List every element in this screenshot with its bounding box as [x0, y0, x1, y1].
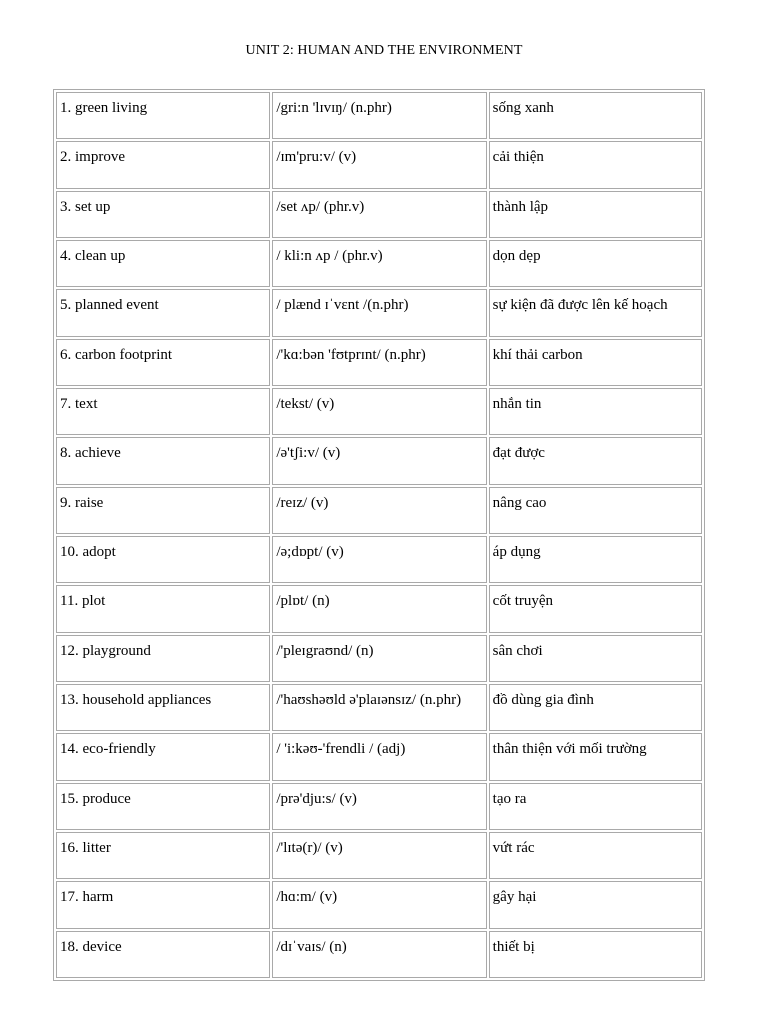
meaning-cell: đạt được	[489, 437, 702, 484]
pronunciation-cell: /hɑ:m/ (v)	[272, 881, 486, 928]
term-cell: 1. green living	[56, 92, 270, 139]
table-row	[56, 191, 702, 238]
table-row	[56, 585, 702, 632]
table-row	[56, 832, 702, 879]
table-row	[56, 92, 702, 139]
term-cell: 15. produce	[56, 783, 270, 830]
table-row	[56, 881, 702, 928]
meaning-cell: sân chơi	[489, 635, 702, 682]
meaning-cell: đồ dùng gia đình	[489, 684, 702, 731]
meaning-cell: vứt rác	[489, 832, 702, 879]
table-row	[56, 240, 702, 287]
pronunciation-cell: /'kɑ:bən 'fʊtprɪnt/ (n.phr)	[272, 339, 486, 386]
pronunciation-cell: /dɪˈvaɪs/ (n)	[272, 931, 486, 978]
term-cell: 7. text	[56, 388, 270, 435]
pronunciation-cell: /prə'dju:s/ (v)	[272, 783, 486, 830]
meaning-cell: dọn dẹp	[489, 240, 702, 287]
pronunciation-cell: /tekst/ (v)	[272, 388, 486, 435]
term-cell: 10. adopt	[56, 536, 270, 583]
table-row	[56, 289, 702, 336]
pronunciation-cell: /ə;dɒpt/ (v)	[272, 536, 486, 583]
meaning-cell: áp dụng	[489, 536, 702, 583]
term-cell: 6. carbon footprint	[56, 339, 270, 386]
pronunciation-cell: /ə'tʃi:v/ (v)	[272, 437, 486, 484]
pronunciation-cell: / 'i:kəʊ-'frendli / (adj)	[272, 733, 486, 780]
pronunciation-cell: /'haʊshəʊld ə'plaɪənsɪz/ (n.phr)	[272, 684, 486, 731]
table-row	[56, 931, 702, 978]
term-cell: 5. planned event	[56, 289, 270, 336]
pronunciation-cell: /set ʌp/ (phr.v)	[272, 191, 486, 238]
term-cell: 14. eco-friendly	[56, 733, 270, 780]
meaning-cell: cốt truyện	[489, 585, 702, 632]
meaning-cell: tạo ra	[489, 783, 702, 830]
meaning-cell: sống xanh	[489, 92, 702, 139]
term-cell: 18. device	[56, 931, 270, 978]
term-cell: 11. plot	[56, 585, 270, 632]
term-cell: 12. playground	[56, 635, 270, 682]
meaning-cell: thân thiện với mối trường	[489, 733, 702, 780]
pronunciation-cell: /gri:n 'lɪvɪŋ/ (n.phr)	[272, 92, 486, 139]
meaning-cell: cải thiện	[489, 141, 702, 188]
table-row	[56, 635, 702, 682]
pronunciation-cell: /'pleɪgraʊnd/ (n)	[272, 635, 486, 682]
term-cell: 13. household appliances	[56, 684, 270, 731]
table-row	[56, 141, 702, 188]
table-row	[56, 684, 702, 731]
pronunciation-cell: /'lɪtə(r)/ (v)	[272, 832, 486, 879]
term-cell: 2. improve	[56, 141, 270, 188]
table-row	[56, 487, 702, 534]
pronunciation-cell: /plɒt/ (n)	[272, 585, 486, 632]
meaning-cell: khí thải carbon	[489, 339, 702, 386]
term-cell: 3. set up	[56, 191, 270, 238]
meaning-cell: nhắn tin	[489, 388, 702, 435]
vocabulary-table-body	[56, 92, 702, 978]
term-cell: 4. clean up	[56, 240, 270, 287]
table-row	[56, 339, 702, 386]
page-title: UNIT 2: HUMAN AND THE ENVIRONMENT	[245, 43, 523, 58]
term-cell: 9. raise	[56, 487, 270, 534]
pronunciation-cell: /ɪm'pru:v/ (v)	[272, 141, 486, 188]
table-row	[56, 437, 702, 484]
table-row	[56, 388, 702, 435]
pronunciation-cell: /reɪz/ (v)	[272, 487, 486, 534]
table-row	[56, 536, 702, 583]
pronunciation-cell: / kli:n ʌp / (phr.v)	[272, 240, 486, 287]
pronunciation-cell: / plænd ɪˈvɛnt /(n.phr)	[272, 289, 486, 336]
term-cell: 8. achieve	[56, 437, 270, 484]
table-row	[56, 733, 702, 780]
meaning-cell: nâng cao	[489, 487, 702, 534]
meaning-cell: thành lập	[489, 191, 702, 238]
vocabulary-table	[53, 89, 705, 981]
meaning-cell: sự kiện đã được lên kế hoạch	[489, 289, 702, 336]
meaning-cell: thiết bị	[489, 931, 702, 978]
term-cell: 17. harm	[56, 881, 270, 928]
term-cell: 16. litter	[56, 832, 270, 879]
table-row	[56, 783, 702, 830]
meaning-cell: gây hại	[489, 881, 702, 928]
